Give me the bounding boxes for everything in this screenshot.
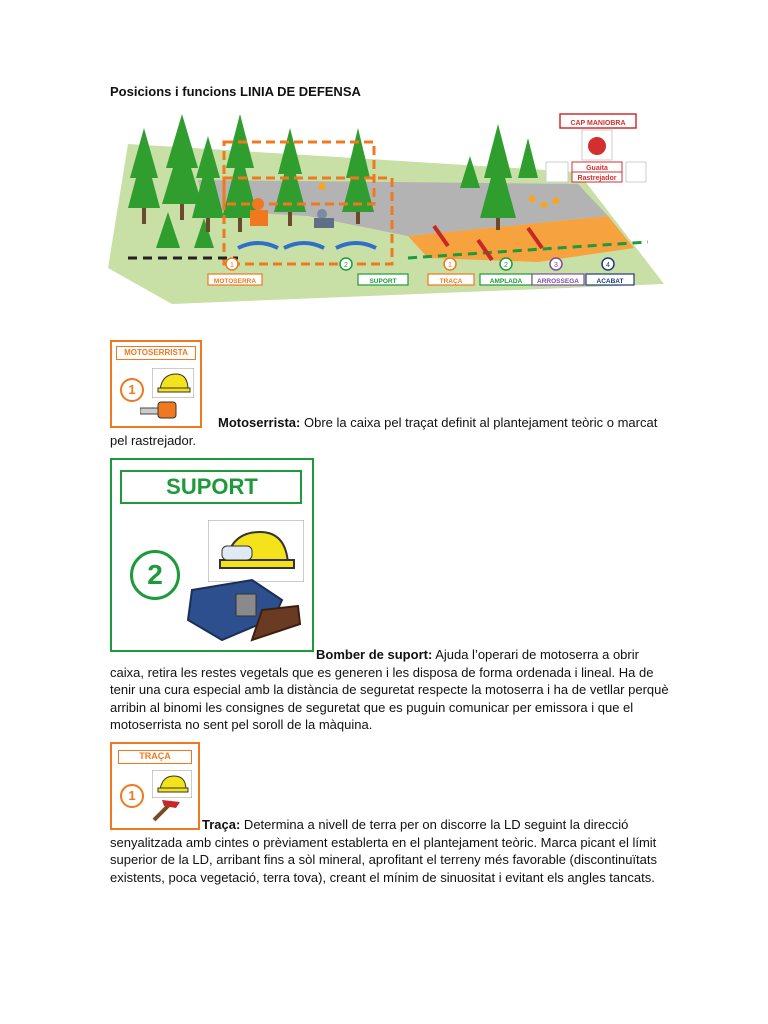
badge-title: TRAÇA — [139, 751, 171, 761]
svg-text:1: 1 — [448, 262, 452, 269]
svg-text:SUPORT: SUPORT — [369, 278, 397, 285]
role-text-rest: caixa, retira les restes vegetals que es generen i les disposa de forma ordenada i lineal. Ha de tenir una cura especial amb la distància de seguretat respecte la motoserra i ha de vetllar perquè arribin al binomi les consignes de seguretat que es puguin comunicar per emissora i que el motoserrista no sent pel soroll de la màquina. — [110, 664, 669, 733]
role-text-first: Obre la caixa pel traçat definit al plantejament teòric o marcat — [300, 415, 658, 430]
glove-icon — [182, 570, 302, 650]
badge-title: MOTOSERRISTA — [124, 348, 188, 357]
svg-text:ACABAT: ACABAT — [596, 278, 624, 285]
svg-text:3: 3 — [554, 262, 558, 269]
rastrejador-label: Rastrejador — [577, 175, 617, 182]
svg-text:2: 2 — [504, 262, 508, 269]
badge-number: 1 — [120, 378, 144, 402]
badge-title: SUPORT — [166, 474, 258, 499]
svg-text:1: 1 — [230, 262, 234, 269]
svg-text:TRAÇA: TRAÇA — [439, 278, 463, 285]
role-term: Bomber de suport: — [316, 647, 433, 662]
role-term: Motoserrista: — [218, 415, 301, 430]
role-text-first: Determina a nivell de terra per on discorre la LD seguint la direcció — [240, 817, 629, 832]
svg-text:MOTOSERRA: MOTOSERRA — [213, 278, 257, 285]
role-paragraph-traca — [110, 816, 670, 886]
svg-text:2: 2 — [344, 262, 348, 269]
badge-number: 2 — [130, 550, 180, 600]
role-text-rest: pel rastrejador. — [110, 432, 196, 448]
badge-number: 1 — [120, 784, 144, 808]
svg-text:ARROSSEGA: ARROSSEGA — [537, 278, 579, 285]
cap-maniobra-label: CAP MANIOBRA — [570, 120, 626, 127]
defense-line-illustration — [108, 108, 664, 304]
role-text-rest: senyalitzada amb cintes o prèviament establerta en el plantejament teòric. Marca picant el límit superior de la LD, arribant fins a sòl mineral, aprofitant el terreny més favorable (discontinuïtats existents, poca vegetació, terra tova), creant el mínim de sinuositat i evitant els angles tancats. — [110, 834, 657, 885]
svg-text:4: 4 — [606, 262, 610, 269]
svg-text:AMPLADA: AMPLADA — [489, 278, 523, 285]
helmet-icon — [152, 368, 194, 398]
helmet-icon — [152, 770, 192, 798]
role-paragraph-suport — [110, 646, 670, 734]
badge-suport — [110, 458, 314, 652]
guaita-label: Guaita — [586, 165, 608, 172]
role-paragraph-motoserrista — [110, 414, 670, 449]
page-heading: Posicions i funcions LINIA DE DEFENSA — [110, 84, 361, 99]
role-text-first: Ajuda l’operari de motoserra a obrir — [432, 647, 639, 662]
role-term: Traça: — [202, 817, 241, 832]
